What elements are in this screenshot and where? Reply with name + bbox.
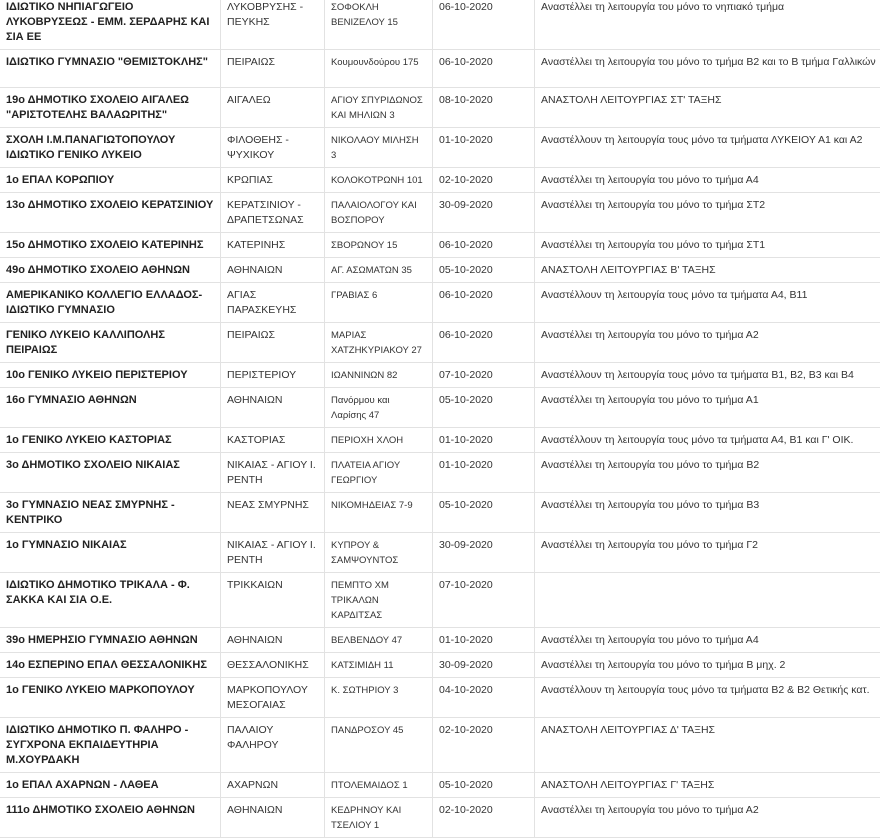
closure-note: Αναστέλλουν τη λειτουργία τους μόνο τα τμήματα Β2 & Β2 Θετικής κατ. <box>535 678 880 718</box>
area-name: ΝΙΚΑΙΑΣ - ΑΓΙΟΥ Ι. ΡΕΝΤΗ <box>221 453 325 493</box>
closure-date: 02-10-2020 <box>433 718 535 773</box>
table-row <box>0 798 880 838</box>
closure-date: 30-09-2020 <box>433 533 535 573</box>
school-name: ΙΔΙΩΤΙΚΟ ΓΥΜΝΑΣΙΟ "ΘΕΜΙΣΤΟΚΛΗΣ" <box>0 50 221 88</box>
closure-note: Αναστέλλει τη λειτουργία του μόνο το τμήμα Α4 <box>535 168 880 193</box>
table-row <box>0 283 880 323</box>
closure-note: Αναστέλλει τη λειτουργία του μόνο το τμήμα ΣΤ2 <box>535 193 880 233</box>
area-name: ΦΙΛΟΘΕΗΣ - ΨΥΧΙΚΟΥ <box>221 128 325 168</box>
school-address: ΜΑΡΙΑΣ ΧΑΤΖΗΚΥΡΙΑΚΟΥ 27 <box>325 323 433 363</box>
school-name: 111ο ΔΗΜΟΤΙΚΟ ΣΧΟΛΕΙΟ ΑΘΗΝΩΝ <box>0 798 221 838</box>
school-name: 1ο ΓΕΝΙΚΟ ΛΥΚΕΙΟ ΚΑΣΤΟΡΙΑΣ <box>0 428 221 453</box>
closure-date: 30-09-2020 <box>433 653 535 678</box>
table-row <box>0 388 880 428</box>
closure-date: 02-10-2020 <box>433 798 535 838</box>
table-row <box>0 193 880 233</box>
closure-date: 08-10-2020 <box>433 88 535 128</box>
school-address: ΠΕΜΠΤΟ ΧΜ ΤΡΙΚΑΛΩΝ ΚΑΡΔΙΤΣΑΣ <box>325 573 433 628</box>
closure-note: Αναστέλλει τη λειτουργία του μόνο το τμήμα Α4 <box>535 628 880 653</box>
closure-date: 05-10-2020 <box>433 773 535 798</box>
area-name: ΑΙΓΑΛΕΩ <box>221 88 325 128</box>
closure-note: ΑΝΑΣΤΟΛΗ ΛΕΙΤΟΥΡΓΙΑΣ Β' ΤΑΞΗΣ <box>535 258 880 283</box>
closure-note: Αναστέλλει τη λειτουργία του μόνο το τμήμα ΣΤ1 <box>535 233 880 258</box>
closure-note: Αναστέλλουν τη λειτουργία τους μόνο τα τμήματα ΛΥΚΕΙΟΥ Α1 και Α2 <box>535 128 880 168</box>
school-address: ΚΕΔΡΗΝΟΥ ΚΑΙ ΤΣΕΛΙΟΥ 1 <box>325 798 433 838</box>
table-row <box>0 258 880 283</box>
school-address: ΠΤΟΛΕΜΑΙΔΟΣ 1 <box>325 773 433 798</box>
table-row <box>0 323 880 363</box>
school-name: 15ο ΔΗΜΟΤΙΚΟ ΣΧΟΛΕΙΟ ΚΑΤΕΡΙΝΗΣ <box>0 233 221 258</box>
school-name: 19ο ΔΗΜΟΤΙΚΟ ΣΧΟΛΕΙΟ ΑΙΓΑΛΕΩ "ΑΡΙΣΤΟΤΕΛΗΣ ΒΑΛΑΩΡΙΤΗΣ" <box>0 88 221 128</box>
closure-note: Αναστέλλει τη λειτουργία του μόνο το τμήμα Β2 <box>535 453 880 493</box>
closure-note: ΑΝΑΣΤΟΛΗ ΛΕΙΤΟΥΡΓΙΑΣ Δ' ΤΑΞΗΣ <box>535 718 880 773</box>
closure-date: 30-09-2020 <box>433 193 535 233</box>
school-address: Πανόρμου και Λαρίσης 47 <box>325 388 433 428</box>
school-name: 13ο ΔΗΜΟΤΙΚΟ ΣΧΟΛΕΙΟ ΚΕΡΑΤΣΙΝΙΟΥ <box>0 193 221 233</box>
school-address: ΣΒΟΡΩΝΟΥ 15 <box>325 233 433 258</box>
closure-date: 05-10-2020 <box>433 388 535 428</box>
school-name: ΙΔΙΩΤΙΚΟ ΔΗΜΟΤΙΚΟ ΤΡΙΚΑΛΑ - Φ. ΣΑΚΚΑ ΚΑΙ ΣΙΑ Ο.Ε. <box>0 573 221 628</box>
closure-date: 01-10-2020 <box>433 128 535 168</box>
closure-note: Αναστέλλει τη λειτουργία του μόνο το τμήμα Β2 και το Β τμήμα Γαλλικών <box>535 50 880 88</box>
closure-note: Αναστέλλουν τη λειτουργία τους μόνο τα τμήματα Β1, Β2, Β3 και Β4 <box>535 363 880 388</box>
closure-note: Αναστέλλει τη λειτουργία του μόνο το τμήμα Β3 <box>535 493 880 533</box>
closure-note: Αναστέλλει τη λειτουργία του μόνο το τμήμα Α2 <box>535 798 880 838</box>
school-address: ΒΕΛΒΕΝΔΟΥ 47 <box>325 628 433 653</box>
closure-note: Αναστέλλει τη λειτουργία του μόνο το τμήμα Β μηχ. 2 <box>535 653 880 678</box>
closure-date: 04-10-2020 <box>433 678 535 718</box>
school-address: ΑΓΙΟΥ ΣΠΥΡΙΔΩΝΟΣ ΚΑΙ ΜΗΛΙΩΝ 3 <box>325 88 433 128</box>
school-name: 14ο ΕΣΠΕΡΙΝΟ ΕΠΑΛ ΘΕΣΣΑΛΟΝΙΚΗΣ <box>0 653 221 678</box>
area-name: ΠΕΙΡΑΙΩΣ <box>221 50 325 88</box>
school-name: 1ο ΕΠΑΛ ΚΟΡΩΠΙΟΥ <box>0 168 221 193</box>
school-name: 3ο ΔΗΜΟΤΙΚΟ ΣΧΟΛΕΙΟ ΝΙΚΑΙΑΣ <box>0 453 221 493</box>
area-name: ΝΙΚΑΙΑΣ - ΑΓΙΟΥ Ι. ΡΕΝΤΗ <box>221 533 325 573</box>
closure-note: Αναστέλλει τη λειτουργία του μόνο το νηπιακό τμήμα <box>535 0 880 50</box>
school-address: ΚΑΤΣΙΜΙΔΗ 11 <box>325 653 433 678</box>
area-name: ΑΘΗΝΑΙΩΝ <box>221 258 325 283</box>
table-row <box>0 453 880 493</box>
area-name: ΑΘΗΝΑΙΩΝ <box>221 798 325 838</box>
school-name: 10ο ΓΕΝΙΚΟ ΛΥΚΕΙΟ ΠΕΡΙΣΤΕΡΙΟΥ <box>0 363 221 388</box>
school-name: 1ο ΓΕΝΙΚΟ ΛΥΚΕΙΟ ΜΑΡΚΟΠΟΥΛΟΥ <box>0 678 221 718</box>
closure-note: Αναστέλλει τη λειτουργία του μόνο το τμήμα Γ2 <box>535 533 880 573</box>
closure-date: 06-10-2020 <box>433 50 535 88</box>
table-row <box>0 428 880 453</box>
school-address: ΠΛΑΤΕΙΑ ΑΓΙΟΥ ΓΕΩΡΓΙΟΥ <box>325 453 433 493</box>
closure-date: 05-10-2020 <box>433 493 535 533</box>
closure-note: Αναστέλλουν τη λειτουργία τους μόνο τα τμήματα Α4, Β11 <box>535 283 880 323</box>
closure-note: Αναστέλλει τη λειτουργία του μόνο το τμήμα Α2 <box>535 323 880 363</box>
closure-note: Αναστέλλει τη λειτουργία του μόνο το τμήμα Α1 <box>535 388 880 428</box>
school-address: ΝΙΚΟΜΗΔΕΙΑΣ 7-9 <box>325 493 433 533</box>
school-address: ΚΥΠΡΟΥ & ΣΑΜΨΟΥΝΤΟΣ <box>325 533 433 573</box>
table-row <box>0 773 880 798</box>
table-row <box>0 168 880 193</box>
school-address: ΠΕΡΙΟΧΗ ΧΛΟΗ <box>325 428 433 453</box>
table-row <box>0 128 880 168</box>
area-name: ΚΑΣΤΟΡΙΑΣ <box>221 428 325 453</box>
area-name: ΑΘΗΝΑΙΩΝ <box>221 628 325 653</box>
table-row <box>0 88 880 128</box>
closure-note: ΑΝΑΣΤΟΛΗ ΛΕΙΤΟΥΡΓΙΑΣ ΣΤ' ΤΑΞΗΣ <box>535 88 880 128</box>
closure-date: 01-10-2020 <box>433 628 535 653</box>
closure-date: 01-10-2020 <box>433 453 535 493</box>
closure-date: 01-10-2020 <box>433 428 535 453</box>
area-name: ΠΑΛΑΙΟΥ ΦΑΛΗΡΟΥ <box>221 718 325 773</box>
area-name: ΠΕΙΡΑΙΩΣ <box>221 323 325 363</box>
school-name: 3ο ΓΥΜΝΑΣΙΟ ΝΕΑΣ ΣΜΥΡΝΗΣ - ΚΕΝΤΡΙΚΟ <box>0 493 221 533</box>
closure-date: 02-10-2020 <box>433 168 535 193</box>
school-address: ΓΡΑΒΙΑΣ 6 <box>325 283 433 323</box>
area-name: ΑΘΗΝΑΙΩΝ <box>221 388 325 428</box>
area-name: ΠΕΡΙΣΤΕΡΙΟΥ <box>221 363 325 388</box>
table-row <box>0 573 880 628</box>
area-name: ΘΕΣΣΑΛΟΝΙΚΗΣ <box>221 653 325 678</box>
school-name: 39ο ΗΜΕΡΗΣΙΟ ΓΥΜΝΑΣΙΟ ΑΘΗΝΩΝ <box>0 628 221 653</box>
school-name: 49ο ΔΗΜΟΤΙΚΟ ΣΧΟΛΕΙΟ ΑΘΗΝΩΝ <box>0 258 221 283</box>
school-name: 16ο ΓΥΜΝΑΣΙΟ ΑΘΗΝΩΝ <box>0 388 221 428</box>
school-name: ΑΜΕΡΙΚΑΝΙΚΟ ΚΟΛΛΕΓΙΟ ΕΛΛΑΔΟΣ-ΙΔΙΩΤΙΚΟ ΓΥΜΝΑΣΙΟ <box>0 283 221 323</box>
table-row <box>0 0 880 50</box>
school-address: ΠΑΛΑΙΟΛΟΓΟΥ ΚΑΙ ΒΟΣΠΟΡΟΥ <box>325 193 433 233</box>
closure-date: 06-10-2020 <box>433 233 535 258</box>
table-row <box>0 363 880 388</box>
closure-date: 06-10-2020 <box>433 283 535 323</box>
school-address: ΑΓ. ΑΣΩΜΑΤΩΝ 35 <box>325 258 433 283</box>
closure-date: 05-10-2020 <box>433 258 535 283</box>
table-row <box>0 233 880 258</box>
table-row <box>0 678 880 718</box>
closure-note: ΑΝΑΣΤΟΛΗ ΛΕΙΤΟΥΡΓΙΑΣ Γ' ΤΑΞΗΣ <box>535 773 880 798</box>
school-name: 1ο ΕΠΑΛ ΑΧΑΡΝΩΝ - ΛΑΘΕΑ <box>0 773 221 798</box>
school-name: ΓΕΝΙΚΟ ΛΥΚΕΙΟ ΚΑΛΛΙΠΟΛΗΣ ΠΕΙΡΑΙΩΣ <box>0 323 221 363</box>
closure-date: 07-10-2020 <box>433 363 535 388</box>
closure-note: Αναστέλλουν τη λειτουργία τους μόνο τα τμήματα Α4, Β1 και Γ' ΟΙΚ. <box>535 428 880 453</box>
closure-note <box>535 573 880 628</box>
school-address: Κ. ΣΩΤΗΡΙΟΥ 3 <box>325 678 433 718</box>
school-address: Κουμουνδούρου 175 <box>325 50 433 88</box>
area-name: ΚΡΩΠΙΑΣ <box>221 168 325 193</box>
table-row <box>0 718 880 773</box>
closure-date: 06-10-2020 <box>433 0 535 50</box>
table-row <box>0 533 880 573</box>
table-row <box>0 50 880 88</box>
area-name: ΛΥΚΟΒΡΥΣΗΣ - ΠΕΥΚΗΣ <box>221 0 325 50</box>
school-address: ΙΩΑΝΝΙΝΩΝ 82 <box>325 363 433 388</box>
school-address: ΣΟΦΟΚΛΗ ΒΕΝΙΖΕΛΟΥ 15 <box>325 0 433 50</box>
school-name: ΙΔΙΩΤΙΚΟ ΔΗΜΟΤΙΚΟ Π. ΦΑΛΗΡΟ - ΣΥΓΧΡΟΝΑ ΕΚΠΑΙΔΕΥΤΗΡΙΑ Μ.ΧΟΥΡΔΑΚΗ <box>0 718 221 773</box>
area-name: ΝΕΑΣ ΣΜΥΡΝΗΣ <box>221 493 325 533</box>
school-address: ΠΑΝΔΡΟΣΟΥ 45 <box>325 718 433 773</box>
school-name: ΣΧΟΛΗ Ι.Μ.ΠΑΝΑΓΙΩΤΟΠΟΥΛΟΥ ΙΔΙΩΤΙΚΟ ΓΕΝΙΚΟ ΛΥΚΕΙΟ <box>0 128 221 168</box>
area-name: ΑΓΙΑΣ ΠΑΡΑΣΚΕΥΗΣ <box>221 283 325 323</box>
area-name: ΤΡΙΚΚΑΙΩΝ <box>221 573 325 628</box>
school-address: ΝΙΚΟΛΑΟΥ ΜΙΛΗΣΗ 3 <box>325 128 433 168</box>
table-row <box>0 493 880 533</box>
school-address: ΚΟΛΟΚΟΤΡΩΝΗ 101 <box>325 168 433 193</box>
school-name: ΙΔΙΩΤΙΚΟ ΝΗΠΙΑΓΩΓΕΙΟ ΛΥΚΟΒΡΥΣΕΩΣ - ΕΜΜ. ΣΕΡΔΑΡΗΣ ΚΑΙ ΣΙΑ ΕΕ <box>0 0 221 50</box>
area-name: ΚΑΤΕΡΙΝΗΣ <box>221 233 325 258</box>
area-name: ΜΑΡΚΟΠΟΥΛΟΥ ΜΕΣΟΓΑΙΑΣ <box>221 678 325 718</box>
closure-date: 07-10-2020 <box>433 573 535 628</box>
school-name: 1ο ΓΥΜΝΑΣΙΟ ΝΙΚΑΙΑΣ <box>0 533 221 573</box>
area-name: ΚΕΡΑΤΣΙΝΙΟΥ - ΔΡΑΠΕΤΣΩΝΑΣ <box>221 193 325 233</box>
area-name: ΑΧΑΡΝΩΝ <box>221 773 325 798</box>
closure-date: 06-10-2020 <box>433 323 535 363</box>
table-row <box>0 628 880 653</box>
table-row <box>0 653 880 678</box>
